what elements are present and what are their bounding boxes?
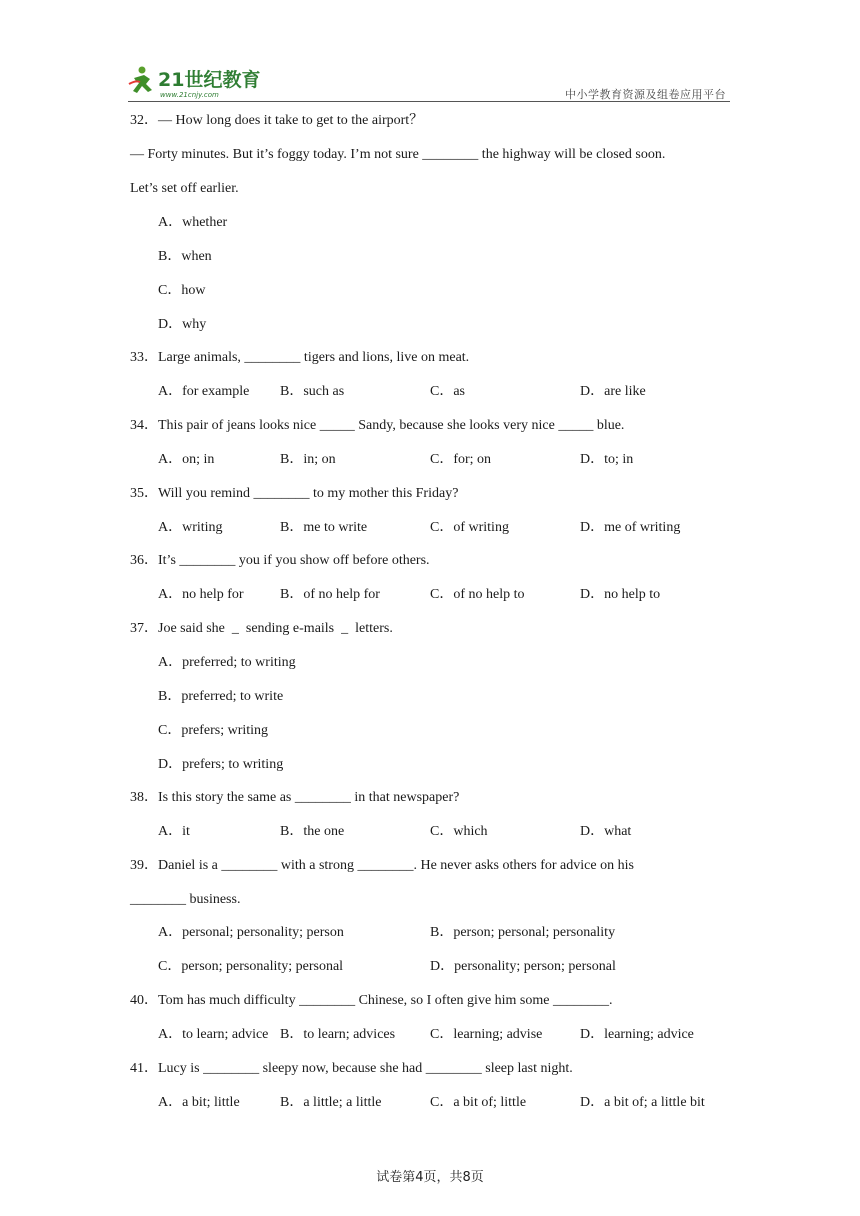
question-40-option-b: B．to learn; advices bbox=[280, 1027, 396, 1042]
question-35-option-d: D．me of writing bbox=[580, 520, 681, 535]
question-33-option-d: D．are like bbox=[580, 384, 646, 399]
question-32-option-d: D．why bbox=[158, 317, 207, 332]
question-32-option-b: B．when bbox=[158, 249, 212, 264]
logo-url-text: www.21cnjy.com bbox=[160, 91, 219, 99]
page-footer: 试卷第4页，共8页 bbox=[376, 1170, 484, 1185]
question-34-option-c: C．for; on bbox=[430, 452, 492, 467]
question-33-option-b: B．such as bbox=[280, 384, 345, 399]
question-33-option-a: A．for example bbox=[158, 384, 250, 399]
question-32-line-2: — Forty minutes. But it’s foggy today. I’m not sure ________ the highway will be closed soon. bbox=[130, 147, 666, 162]
question-35-line-1: 35．Will you remind ________ to my mother this Friday? bbox=[130, 486, 459, 501]
logo-main-text: 21世纪教育 bbox=[158, 69, 261, 91]
question-41-line-1: 41．Lucy is ________ sleepy now, because she had ________ sleep last night. bbox=[130, 1061, 573, 1076]
question-39-option-c: C．person; personality; personal bbox=[158, 959, 344, 974]
question-35-option-b: B．me to write bbox=[280, 520, 368, 535]
question-39-option-b: B．person; personal; personality bbox=[430, 925, 616, 940]
question-34-line-1: 34．This pair of jeans looks nice _____ Sandy, because she looks very nice _____ blue. bbox=[130, 418, 625, 433]
question-36-option-d: D．no help to bbox=[580, 587, 661, 602]
platform-name: 中小学教育资源及组卷应用平台 bbox=[565, 88, 726, 101]
question-36-line-1: 36．It’s ________ you if you show off before others. bbox=[130, 553, 430, 568]
question-40-option-a: A．to learn; advice bbox=[158, 1027, 269, 1042]
question-37-option-c: C．prefers; writing bbox=[158, 723, 269, 738]
header-rule bbox=[128, 101, 730, 102]
question-39-option-d: D．personality; person; personal bbox=[430, 959, 616, 974]
question-39-line-2: ________ business. bbox=[130, 892, 241, 907]
question-39-option-a: A．personal; personality; person bbox=[158, 925, 344, 940]
question-38-option-d: D．what bbox=[580, 824, 632, 839]
logo bbox=[128, 64, 278, 100]
question-38-option-c: C．which bbox=[430, 824, 488, 839]
question-32-line-1: 32．— How long does it take to get to the airport？ bbox=[130, 113, 424, 128]
question-40-option-d: D．learning; advice bbox=[580, 1027, 694, 1042]
question-32-option-c: C．how bbox=[158, 283, 206, 298]
question-37-option-b: B．preferred; to write bbox=[158, 689, 284, 704]
question-36-option-a: A．no help for bbox=[158, 587, 244, 602]
question-40-option-c: C．learning; advise bbox=[430, 1027, 543, 1042]
question-34-option-d: D．to; in bbox=[580, 452, 634, 467]
question-37-option-d: D．prefers; to writing bbox=[158, 757, 284, 772]
question-36-option-c: C．of no help to bbox=[430, 587, 525, 602]
question-41-option-c: C．a bit of; little bbox=[430, 1095, 527, 1110]
question-35-option-c: C．of writing bbox=[430, 520, 509, 535]
question-41-option-a: A．a bit; little bbox=[158, 1095, 240, 1110]
question-41-option-d: D．a bit of; a little bit bbox=[580, 1095, 705, 1110]
question-33-option-c: C．as bbox=[430, 384, 465, 399]
question-32-option-a: A．whether bbox=[158, 215, 228, 230]
question-37-option-a: A．preferred; to writing bbox=[158, 655, 296, 670]
question-37-line-1: 37．Joe said she _ sending e-mails _ letters. bbox=[130, 621, 393, 636]
question-38-option-b: B．the one bbox=[280, 824, 345, 839]
question-39-line-1: 39．Daniel is a ________ with a strong ________. He never asks others for advice on his bbox=[130, 858, 634, 873]
question-38-line-1: 38．Is this story the same as ________ in that newspaper? bbox=[130, 790, 460, 805]
question-33-line-1: 33．Large animals, ________ tigers and lions, live on meat. bbox=[130, 350, 470, 365]
question-35-option-a: A．writing bbox=[158, 520, 223, 535]
question-34-option-a: A．on; in bbox=[158, 452, 215, 467]
question-32-line-3: Let’s set off earlier. bbox=[130, 181, 239, 196]
question-40-line-1: 40．Tom has much difficulty ________ Chinese, so I often give him some ________. bbox=[130, 993, 613, 1008]
page-header bbox=[128, 64, 730, 104]
question-38-option-a: A．it bbox=[158, 824, 190, 839]
question-34-option-b: B．in; on bbox=[280, 452, 336, 467]
question-36-option-b: B．of no help for bbox=[280, 587, 380, 602]
running-man-icon bbox=[129, 67, 152, 94]
question-41-option-b: B．a little; a little bbox=[280, 1095, 382, 1110]
